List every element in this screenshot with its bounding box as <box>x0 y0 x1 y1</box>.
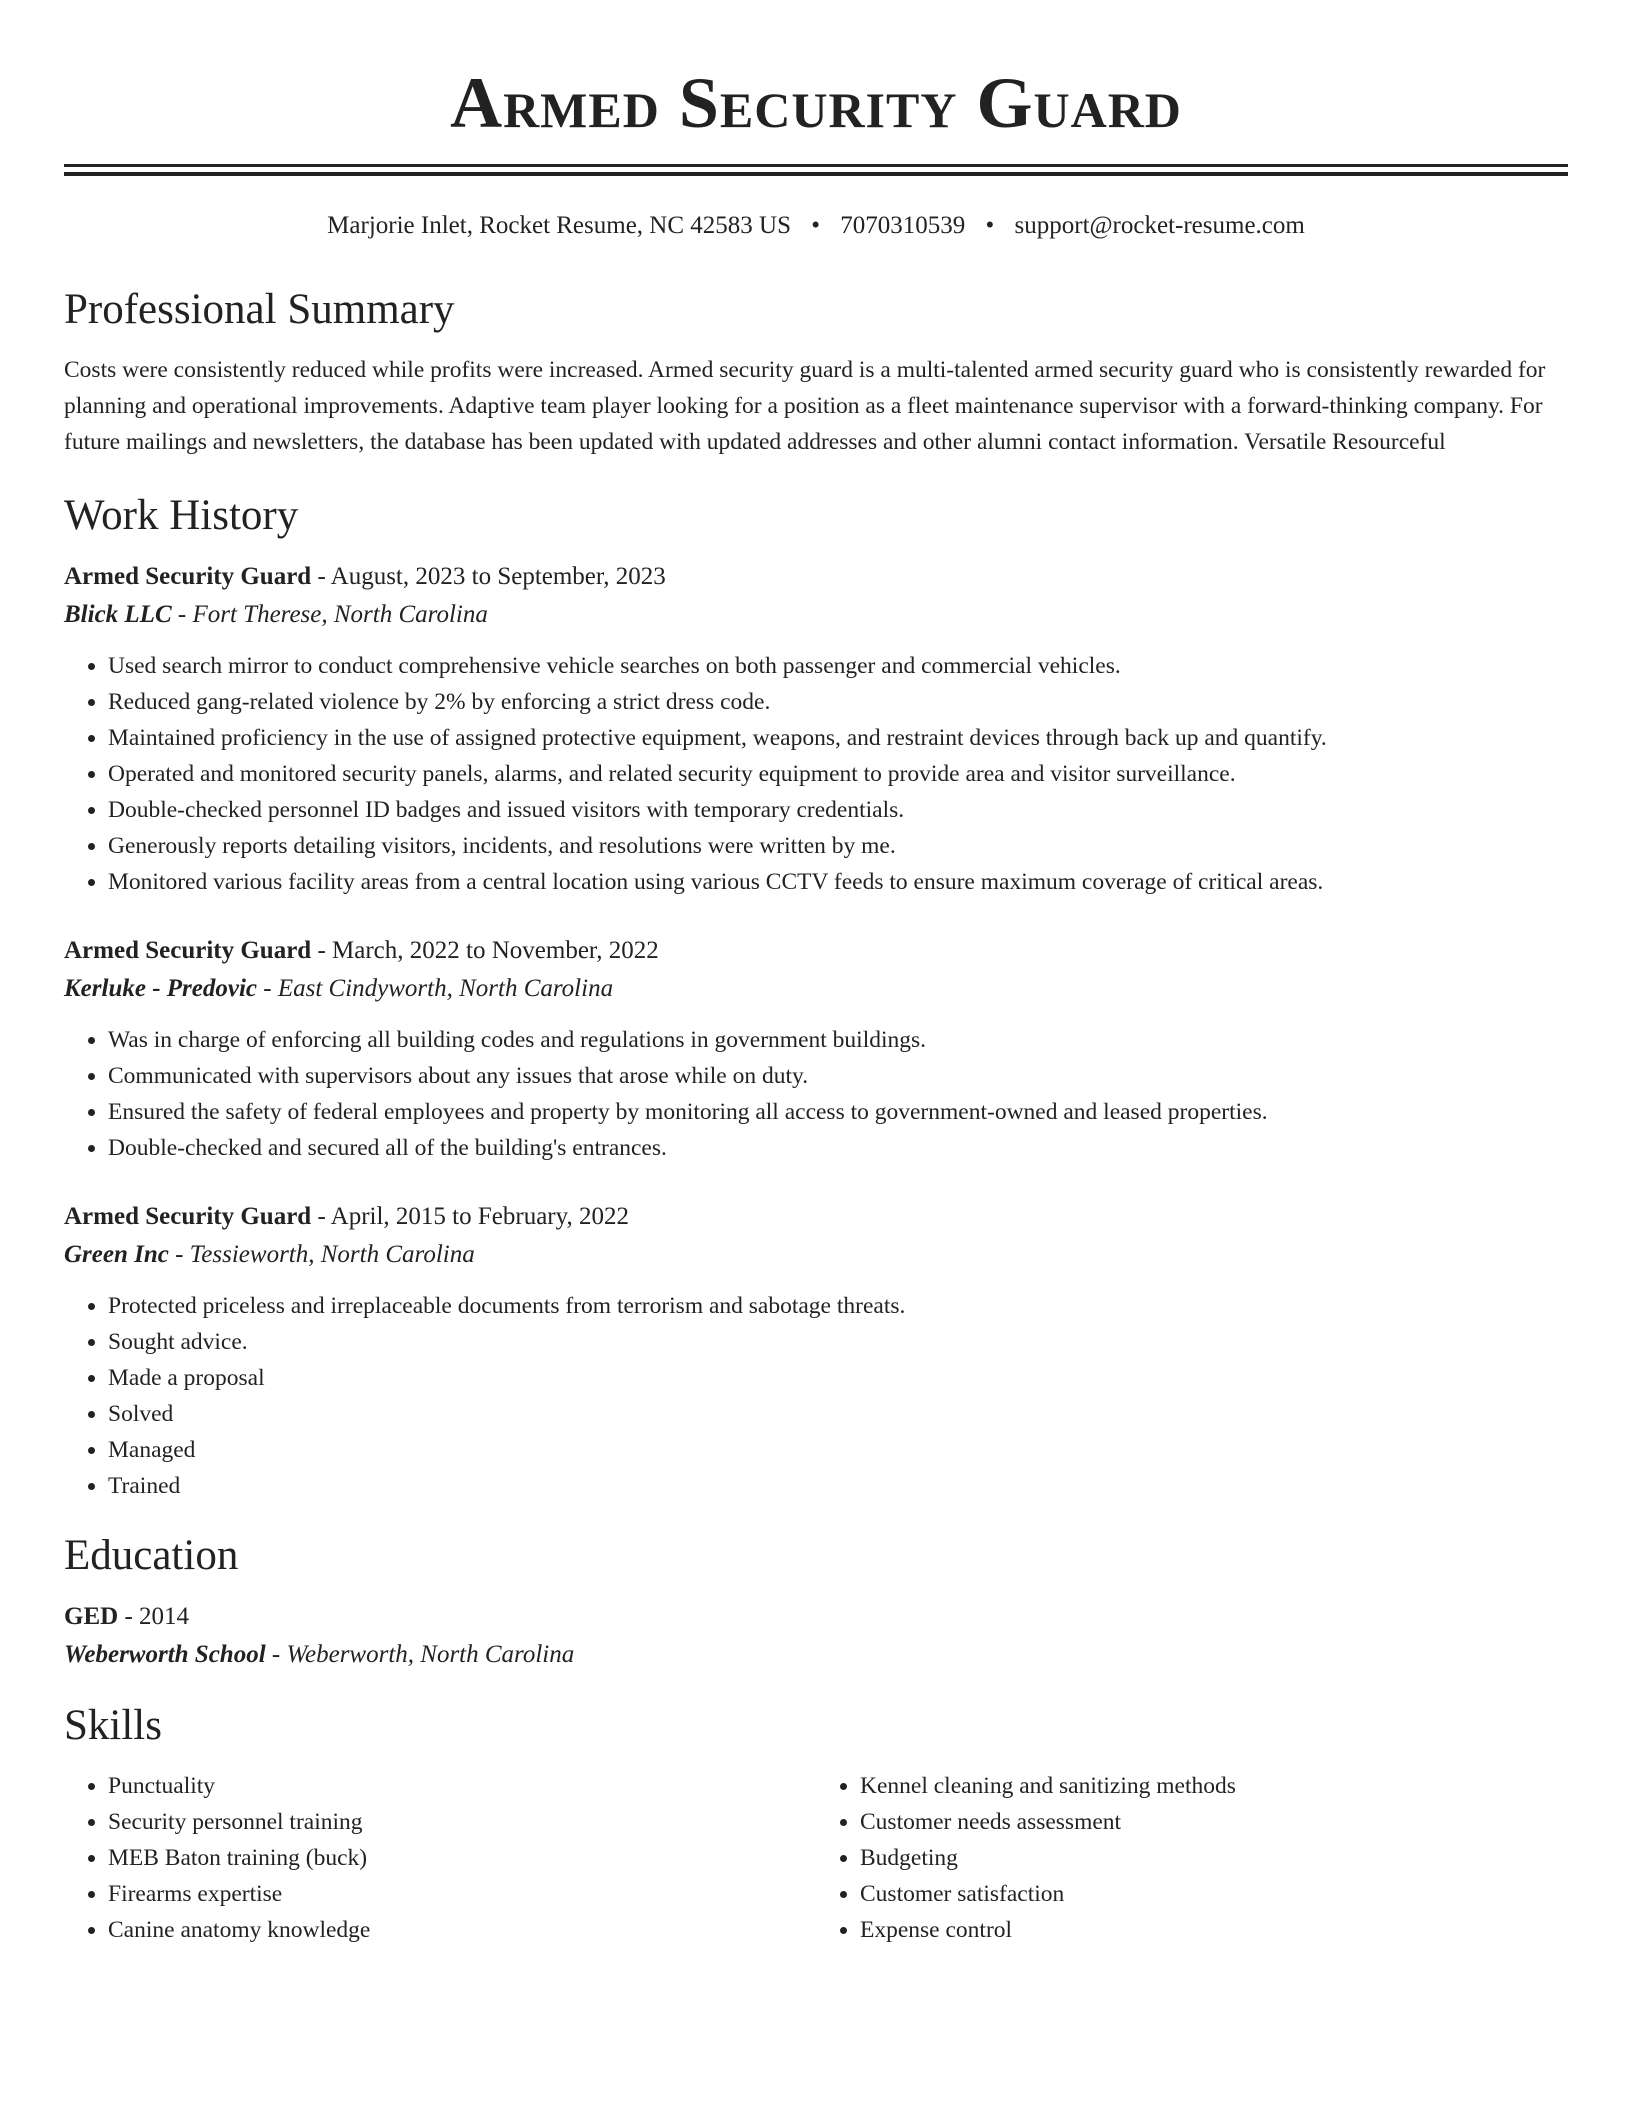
job-location: - Tessieworth, North Carolina <box>168 1241 475 1268</box>
skills-heading: Skills <box>64 1702 162 1749</box>
list-item: • Communicated with supervisors about any issues that arose while on duty. <box>108 1058 1568 1094</box>
job-bullets <box>64 1288 1568 1504</box>
list-item: • Maintained proficiency in the use of assigned protective equipment, weapons, and restraint devices through back up and quantify. <box>108 720 1568 756</box>
education-year: - 2014 <box>118 1603 190 1630</box>
contact-separator: • <box>811 212 821 239</box>
job-header <box>64 558 1568 596</box>
summary-text: Costs were consistently reduced while profits were increased. Armed security guard is a multi-talented armed security guard who is consistently rewarded for planning and operational improvements. Adaptive team player looking for a position as a fleet maintenance supervisor with a forward-thinking company. For future mailings and newsletters, the database has been updated with updated addresses and other alumni contact information. Versatile Resourceful <box>64 357 1546 455</box>
resume-title: Armed Security Guard <box>450 63 1182 143</box>
job-entry <box>64 932 1568 1166</box>
contact-separator: • <box>985 212 995 239</box>
list-item: • Protected priceless and irreplaceable documents from terrorism and sabotage threats. <box>108 1288 1568 1324</box>
contact-line <box>64 208 1568 244</box>
list-item: • Kennel cleaning and sanitizing methods <box>860 1768 1568 1804</box>
list-item: • Budgeting <box>860 1840 1568 1876</box>
job-title: Armed Security Guard <box>64 1203 312 1230</box>
contact-email: support@rocket-resume.com <box>1014 212 1305 239</box>
skills-section <box>64 1698 1568 1948</box>
list-item: • Monitored various facility areas from a central location using various CCTV feeds to ensure maximum coverage of critical areas. <box>108 864 1568 900</box>
education-school-line <box>64 1636 1568 1674</box>
title-rule-top <box>64 164 1568 167</box>
list-item: • Canine anatomy knowledge <box>108 1912 816 1948</box>
list-item: • Reduced gang-related violence by 2% by enforcing a strict dress code. <box>108 684 1568 720</box>
list-item: • Trained <box>108 1468 1568 1504</box>
job-location: - Fort Therese, North Carolina <box>171 601 488 628</box>
education-school: Weberworth School <box>64 1641 266 1668</box>
list-item: • Used search mirror to conduct comprehensive vehicle searches on both passenger and commercial vehicles. <box>108 648 1568 684</box>
list-item: • Sought advice. <box>108 1324 1568 1360</box>
list-item: • Managed <box>108 1432 1568 1468</box>
list-item: • MEB Baton training (buck) <box>108 1840 816 1876</box>
education-heading: Education <box>64 1532 239 1579</box>
summary-heading: Professional Summary <box>64 286 455 333</box>
skills-left-column <box>64 1768 816 1948</box>
list-item: • Customer satisfaction <box>860 1876 1568 1912</box>
list-item: • Operated and monitored security panels, alarms, and related security equipment to provide area and visitor surveillance. <box>108 756 1568 792</box>
job-bullets <box>64 1022 1568 1166</box>
list-item: • Double-checked personnel ID badges and issued visitors with temporary credentials. <box>108 792 1568 828</box>
job-employer <box>64 596 1568 634</box>
job-header <box>64 1198 1568 1236</box>
work-history-heading: Work History <box>64 492 299 539</box>
list-item: • Double-checked and secured all of the building's entrances. <box>108 1130 1568 1166</box>
job-title: Armed Security Guard <box>64 937 312 964</box>
list-item: • Customer needs assessment <box>860 1804 1568 1840</box>
skills-right-column <box>816 1768 1568 1948</box>
job-location: - East Cindyworth, North Carolina <box>257 975 614 1002</box>
job-header <box>64 932 1568 970</box>
list-item: • Expense control <box>860 1912 1568 1948</box>
list-item: • Ensured the safety of federal employees and property by monitoring all access to government-owned and leased properties. <box>108 1094 1568 1130</box>
job-employer <box>64 1236 1568 1274</box>
job-dates: - April, 2015 to February, 2022 <box>311 1203 629 1230</box>
education-header <box>64 1598 1568 1636</box>
contact-address: Marjorie Inlet, Rocket Resume, NC 42583 US <box>327 212 791 239</box>
list-item: • Security personnel training <box>108 1804 816 1840</box>
job-company: Green Inc <box>64 1241 169 1268</box>
summary-section <box>64 282 1568 460</box>
list-item: • Punctuality <box>108 1768 816 1804</box>
job-dates: - March, 2022 to November, 2022 <box>311 937 659 964</box>
job-title: Armed Security Guard <box>64 563 312 590</box>
list-item: • Was in charge of enforcing all building codes and regulations in government buildings. <box>108 1022 1568 1058</box>
job-company: Blick LLC <box>64 601 172 628</box>
list-item: • Firearms expertise <box>108 1876 816 1912</box>
job-entry <box>64 1198 1568 1504</box>
job-dates: - August, 2023 to September, 2023 <box>311 563 666 590</box>
education-section <box>64 1528 1568 1674</box>
work-history-section <box>64 488 1568 1504</box>
list-item: • Generously reports detailing visitors, incidents, and resolutions were written by me. <box>108 828 1568 864</box>
job-employer <box>64 970 1568 1008</box>
education-degree: GED <box>64 1603 119 1630</box>
job-bullets <box>64 648 1568 900</box>
skills-columns <box>64 1768 1568 1948</box>
education-entry <box>64 1598 1568 1674</box>
education-location: - Weberworth, North Carolina <box>265 1641 575 1668</box>
list-item: • Made a proposal <box>108 1360 1568 1396</box>
job-company: Kerluke - Predovic <box>64 975 258 1002</box>
list-item: • Solved <box>108 1396 1568 1432</box>
job-entry <box>64 558 1568 900</box>
title-rule-bottom <box>64 172 1568 176</box>
contact-phone: 7070310539 <box>840 212 966 239</box>
